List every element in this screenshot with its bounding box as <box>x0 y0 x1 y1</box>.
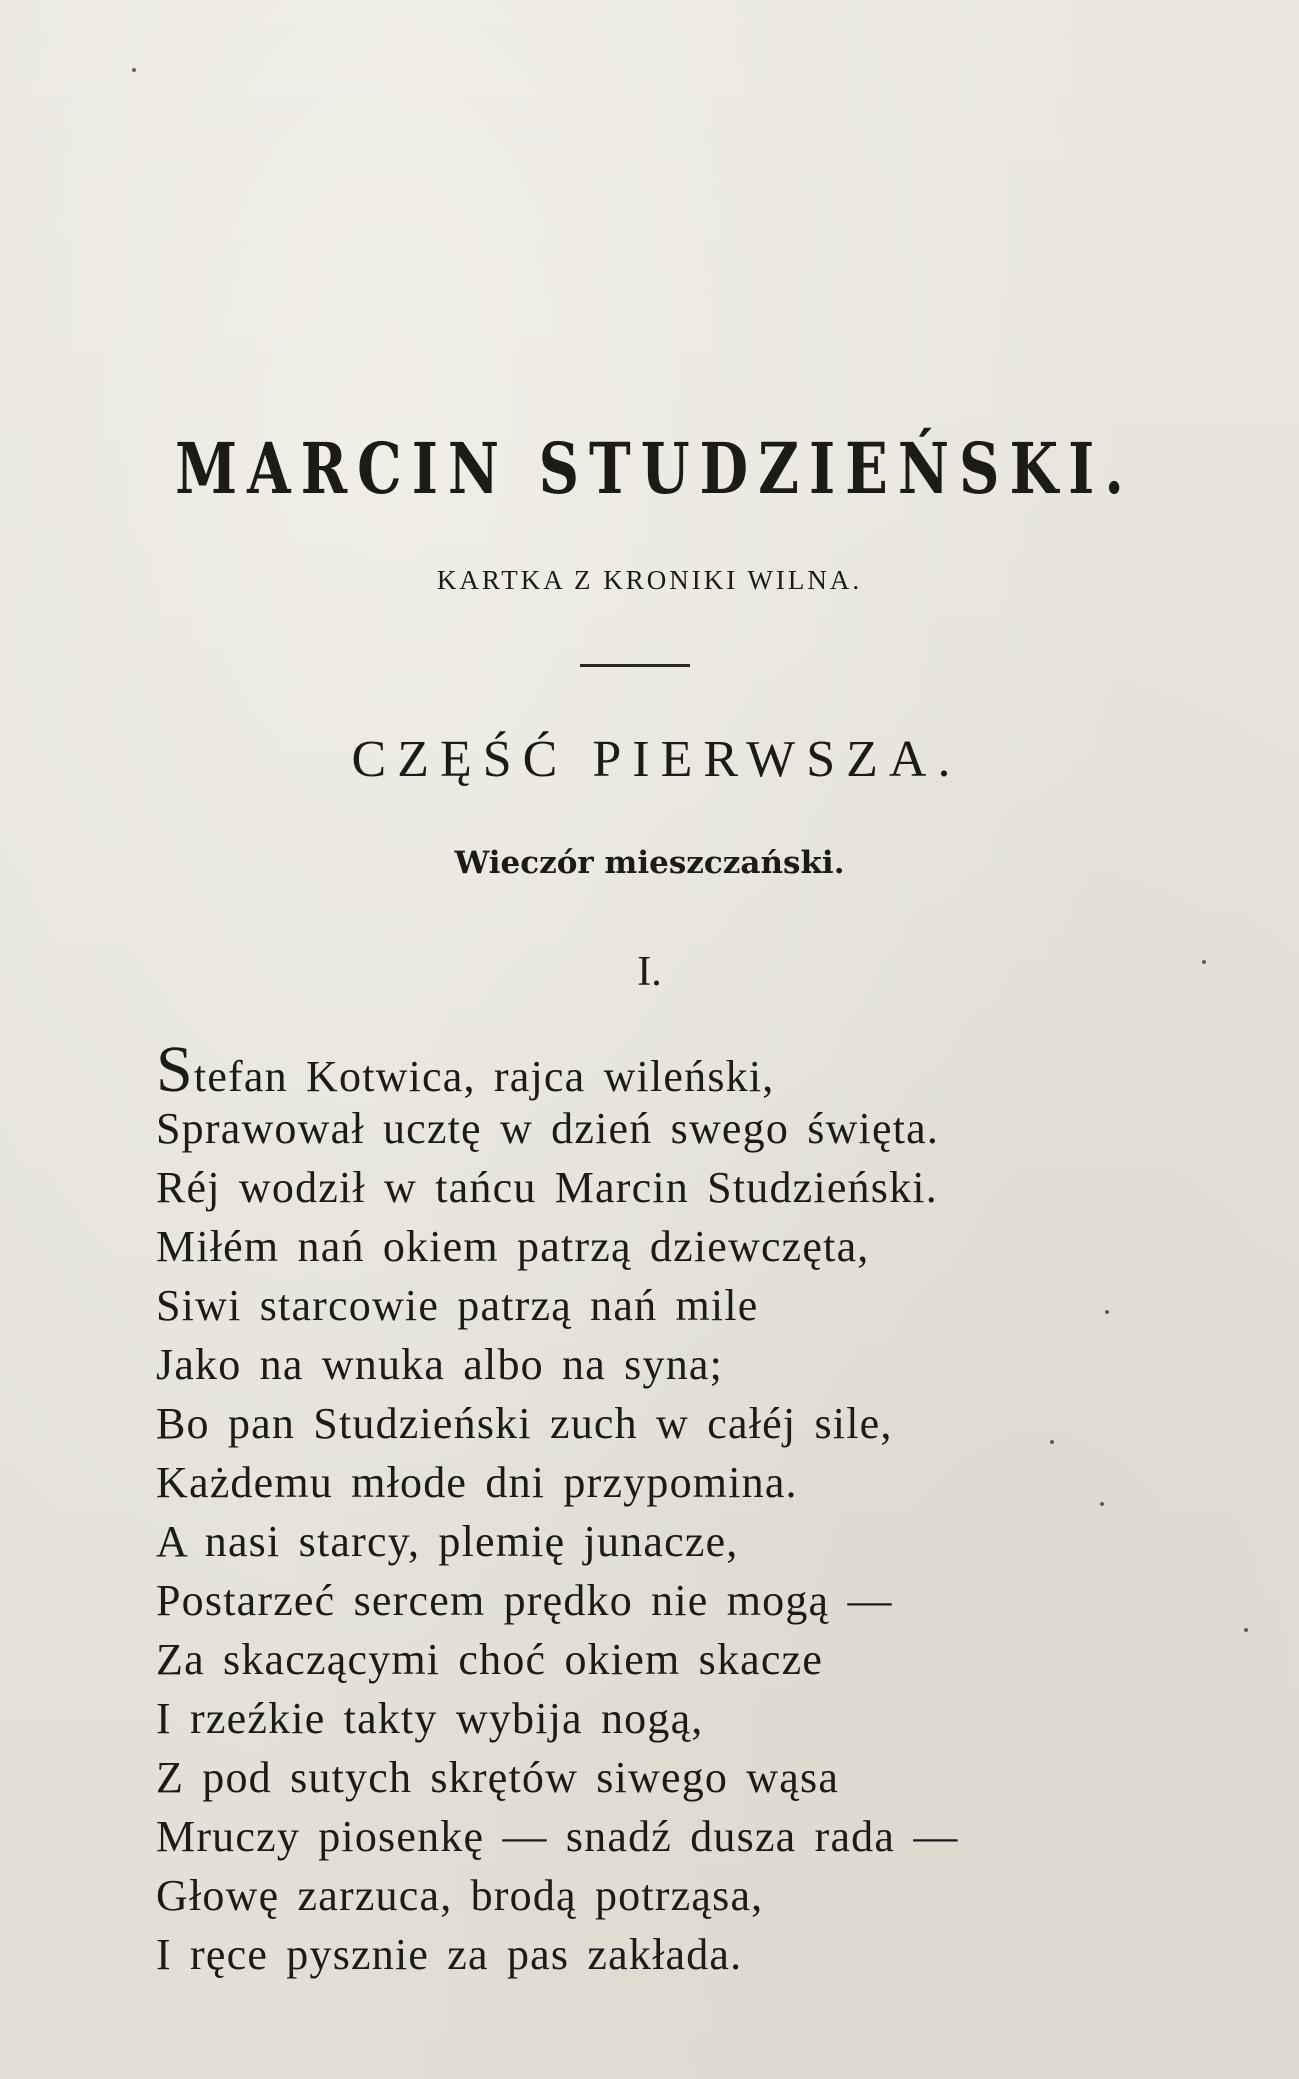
poem-line: Za skaczącymi choć okiem skacze <box>156 1635 824 1684</box>
drop-cap: S <box>156 1033 194 1106</box>
poem-line: Siwi starcowie patrzą nań mile <box>156 1281 759 1330</box>
poem-line: Każdemu młode dni przypomina. <box>156 1458 798 1507</box>
poem-line: Mruczy piosenkę — snadź dusza rada — <box>156 1812 959 1861</box>
poem-line: Sprawował ucztę w dzień swego święta. <box>156 1104 940 1153</box>
poem-line: Z pod sutych skrętów siwego wąsa <box>156 1753 840 1802</box>
paper-speck <box>1100 1502 1104 1506</box>
part-heading: CZĘŚĆ PIERWSZA. <box>351 731 962 788</box>
poem-line: I rzeźkie takty wybija nogą, <box>156 1694 704 1743</box>
paper-speck <box>132 68 136 72</box>
paper-speck <box>1105 1310 1109 1314</box>
chapter-title: Wieczór mieszczański. <box>454 845 845 881</box>
poem-line <box>156 1033 1156 1106</box>
poem-text <box>156 1033 1156 1984</box>
page-title: MARCIN STUDZIEŃSKI. <box>175 428 1134 511</box>
poem-line: Głowę zarzuca, brodą potrząsa, <box>156 1871 764 1920</box>
poem-line-text: tefan Kotwica, rajca wileński, <box>193 1052 775 1101</box>
page-subtitle: KARTKA Z KRONIKI WILNA. <box>436 565 863 595</box>
poem-line: Postarzeć sercem prędko nie mogą — <box>156 1576 893 1625</box>
paper-speck <box>1050 1440 1054 1444</box>
section-number: I. <box>637 949 662 995</box>
paper-speck <box>1244 1628 1248 1632</box>
poem-line: Miłém nań okiem patrzą dziewczęta, <box>156 1222 870 1271</box>
poem-line: Jako na wnuka albo na syna; <box>156 1340 724 1389</box>
poem-line: A nasi starcy, plemię junacze, <box>156 1517 739 1566</box>
divider-rule <box>580 664 690 667</box>
paper-speck <box>1202 960 1206 964</box>
poem-line: Bo pan Studzieński zuch w całéj sile, <box>156 1399 893 1448</box>
poem-line: I ręce pysznie za pas zakłada. <box>156 1930 743 1979</box>
poem-line: Réj wodził w tańcu Marcin Studzieński. <box>156 1163 938 1212</box>
